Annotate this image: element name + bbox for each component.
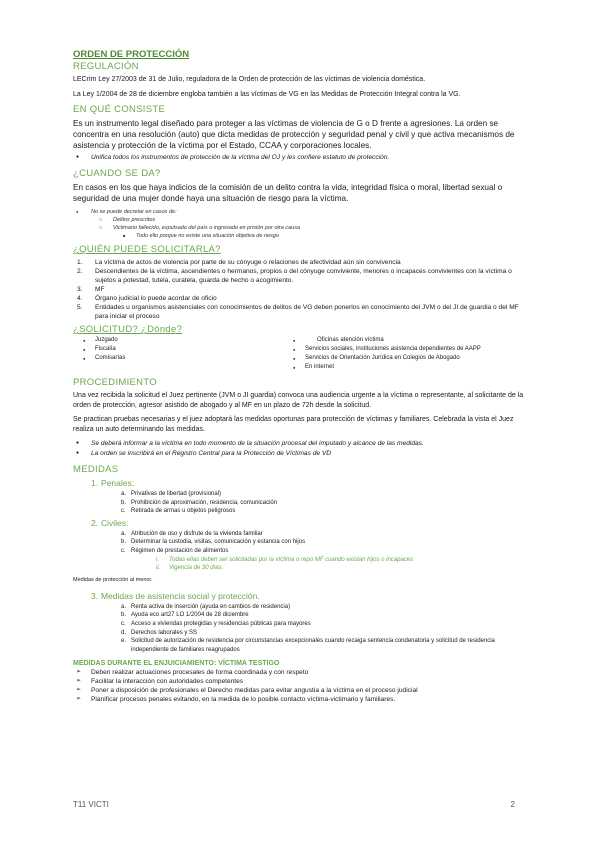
procedimiento-bullet-1: ● Se deberá informar a la víctima en todo momento de la situación procesal del imputado y alcance de las medidas. bbox=[73, 439, 533, 448]
medidas-civiles-heading: 2. Civiles: bbox=[91, 517, 129, 528]
consiste-paragraph: Es un instrumento legal diseñado para proteger a las víctimas de violencia de G o D frente a agresiones. La orden se concentra en una resolución (auto) que dicta medidas de protección y seguridad penal y civil y que activa mecanismos de asistencia y protección de la víctima por el Estado, CCAA y corporaciones locales. bbox=[73, 119, 515, 150]
cuando-subbullet-2: ○ Victimario fallecido, expulsado del país o ingresado en prisión por otra causa bbox=[73, 224, 533, 232]
list-item: b. Prohibición de aproximación, residencia, comunicación bbox=[121, 499, 278, 506]
footer-label: T11 VICTI bbox=[73, 800, 109, 809]
list-item: b. Ayuda eco art27 LO 1/2004 de 28 diciembre bbox=[121, 612, 249, 619]
list-item: b. Determinar la custodia, visitas, comunicación y estancia con hijos bbox=[121, 539, 306, 546]
cuando-bullet: ● No se puede decretar en casos de: bbox=[73, 208, 533, 216]
regulacion-paragraph-1: LECrim Ley 27/2003 de 31 de Julio, reguladora de la Orden de protección de las víctimas de violencia doméstica. bbox=[73, 76, 426, 83]
procedimiento-paragraph-2: Se practican pruebas necesarias y el juez adoptará las medidas oportunas para protección de víctimas y familiares. Celebrada la vista el Juez realiza un auto determinando las medidas. bbox=[73, 416, 514, 433]
section-cuando-heading: ¿CUANDO SE DA? bbox=[73, 168, 161, 179]
section-regulacion-heading: REGULACIÓN bbox=[73, 61, 139, 72]
list-item: ➢ Facilitar la interacción con autoridades competentes bbox=[73, 677, 533, 686]
list-item: 2. Descendientes de la víctima, ascendientes o hermanos, propios o del cónyuge conviviente, menores o incapaces convivientes con la víctima o sujetos a potestad, tutela, curatela, guarda de hecho o acogimiento. bbox=[77, 268, 512, 284]
list-item: a. Atribución de uso y disfrute de la vivienda familiar bbox=[121, 530, 263, 537]
section-testigo-heading: MEDIDAS DURANTE EL ENJUICIAMIENTO: VÍCTIMA TESTIGO bbox=[73, 660, 280, 668]
consiste-bullet: ● Unifica todos los instrumentos de protección de la víctima del OJ y les confiere estatuto de protección. bbox=[73, 153, 533, 162]
medidas-menor-note: Medidas de protección al menor. bbox=[73, 576, 153, 583]
list-item: 1. La víctima de actos de violencia por parte de su cónyuge o relaciones de afectividad aún sin convivencia bbox=[77, 259, 401, 266]
list-item: ● Juzgado bbox=[73, 336, 283, 345]
list-item: ● Oficinas atención víctima bbox=[283, 336, 533, 345]
donde-column-right bbox=[283, 336, 533, 372]
list-item: a. Privativas de libertad (provisional) bbox=[121, 491, 222, 497]
quien-list bbox=[73, 258, 533, 321]
cuando-subbullet-1: ○ Delitos prescritos bbox=[73, 216, 533, 224]
list-item: e. Solicitud de autorización de residencia por circunstancias excepcionales cuando recaiga sentencia condenatoria y solicitud de residencia independiente de familiares reagrupados bbox=[121, 638, 495, 653]
list-item: 4. Órgano judicial lo puede acordar de oficio bbox=[77, 295, 217, 302]
list-item: c. Acceso a viviendas protegidas y residencias públicas para mayores bbox=[121, 620, 311, 627]
list-item: a. Renta activa de inserción (ayuda en cambios de residencia) bbox=[121, 603, 291, 610]
list-item: d. Derechos laborales y SS bbox=[121, 629, 198, 636]
page-title: ORDEN DE PROTECCIÓN bbox=[73, 49, 190, 60]
list-item: ➢ Poner a disposición de profesionales el Derecho medidas para evitar angustia a la víctima en el proceso judicial bbox=[73, 686, 533, 695]
medidas-asistencia-heading: 3. Medidas de asistencia social y protección. bbox=[91, 590, 260, 601]
list-item: c. Régimen de prestación de alimentos bbox=[121, 547, 229, 554]
list-item: ➢ Deben realizar actuaciones procesales de forma coordinada y con respeto bbox=[73, 668, 533, 677]
procedimiento-bullet-2: ● La orden se inscribirá en el Registro Central para la Protección de Víctimas de VD bbox=[73, 449, 533, 458]
section-procedimiento-heading: PROCEDIMIENTO bbox=[73, 377, 157, 388]
medidas-penales-heading: 1. Penales: bbox=[91, 478, 135, 488]
list-item: ➢ Planificar procesos penales evitando, en la medida de lo posible contacto víctima-victimario y familiares. bbox=[73, 695, 533, 704]
document-page bbox=[73, 49, 533, 704]
section-donde-heading: ¿SOLICITUD? ¿Dónde? bbox=[73, 324, 183, 335]
list-item: 5. Entidades u organismos asistenciales con conocimientos de delitos de VG deben ponerlos en conocimiento del JVM o del JI de guardia o del MF para iniciar el proceso bbox=[77, 304, 519, 320]
list-item: ii. Vigencia de 30 días. bbox=[156, 565, 224, 572]
list-item: ● En internet bbox=[283, 363, 533, 372]
section-medidas-heading: MEDIDAS bbox=[73, 464, 119, 475]
cuando-subsubbullet: ■ Todo ello porque no existe una situación objetiva de riesgo bbox=[73, 232, 533, 240]
list-item: ● Servicios sociales, instituciones asistencia dependientes de AAPP bbox=[283, 345, 533, 354]
section-consiste-heading: EN QUÉ CONSISTE bbox=[73, 104, 166, 115]
list-item: 3. MF bbox=[77, 286, 105, 293]
section-quien-heading: ¿QUIÉN PUEDE SOLICITARLA? bbox=[73, 244, 221, 255]
list-item: i. Todas ellas deben ser solicitadas por la víctima o repo MF cuando existan hijos o incapaces bbox=[156, 556, 414, 563]
list-item: c. Retirada de armas u objetos peligrosos bbox=[121, 508, 236, 515]
donde-column-left bbox=[73, 336, 283, 372]
regulacion-paragraph-2: La Ley 1/2004 de 28 de diciembre engloba también a las víctimas de VG en las Medidas de Protección Integral contra la VG. bbox=[73, 90, 461, 98]
donde-columns bbox=[73, 336, 533, 372]
cuando-paragraph: En casos en los que haya indicios de la comisión de un delito contra la vida, integridad física o moral, libertad sexual o seguridad de una mujer donde haya una situación de riesgo para la víctima. bbox=[73, 183, 503, 203]
procedimiento-paragraph-1: Una vez recibida la solicitud el Juez pertinente (JVM o JI guardia) convoca una audiencia urgente a la víctima o representante, al solicitante de la orden de protección, agresor asistido de abogado y al MF en un plazo de 72h desde la solicitud. bbox=[73, 392, 524, 409]
list-item: ● Fiscalía bbox=[73, 345, 283, 354]
list-item: ● Comisarías bbox=[73, 354, 283, 363]
page-number: 2 bbox=[510, 800, 515, 809]
page-footer bbox=[73, 800, 515, 809]
list-item: ● Servicios de Orientación Jurídica en Colegios de Abogado bbox=[283, 354, 533, 363]
